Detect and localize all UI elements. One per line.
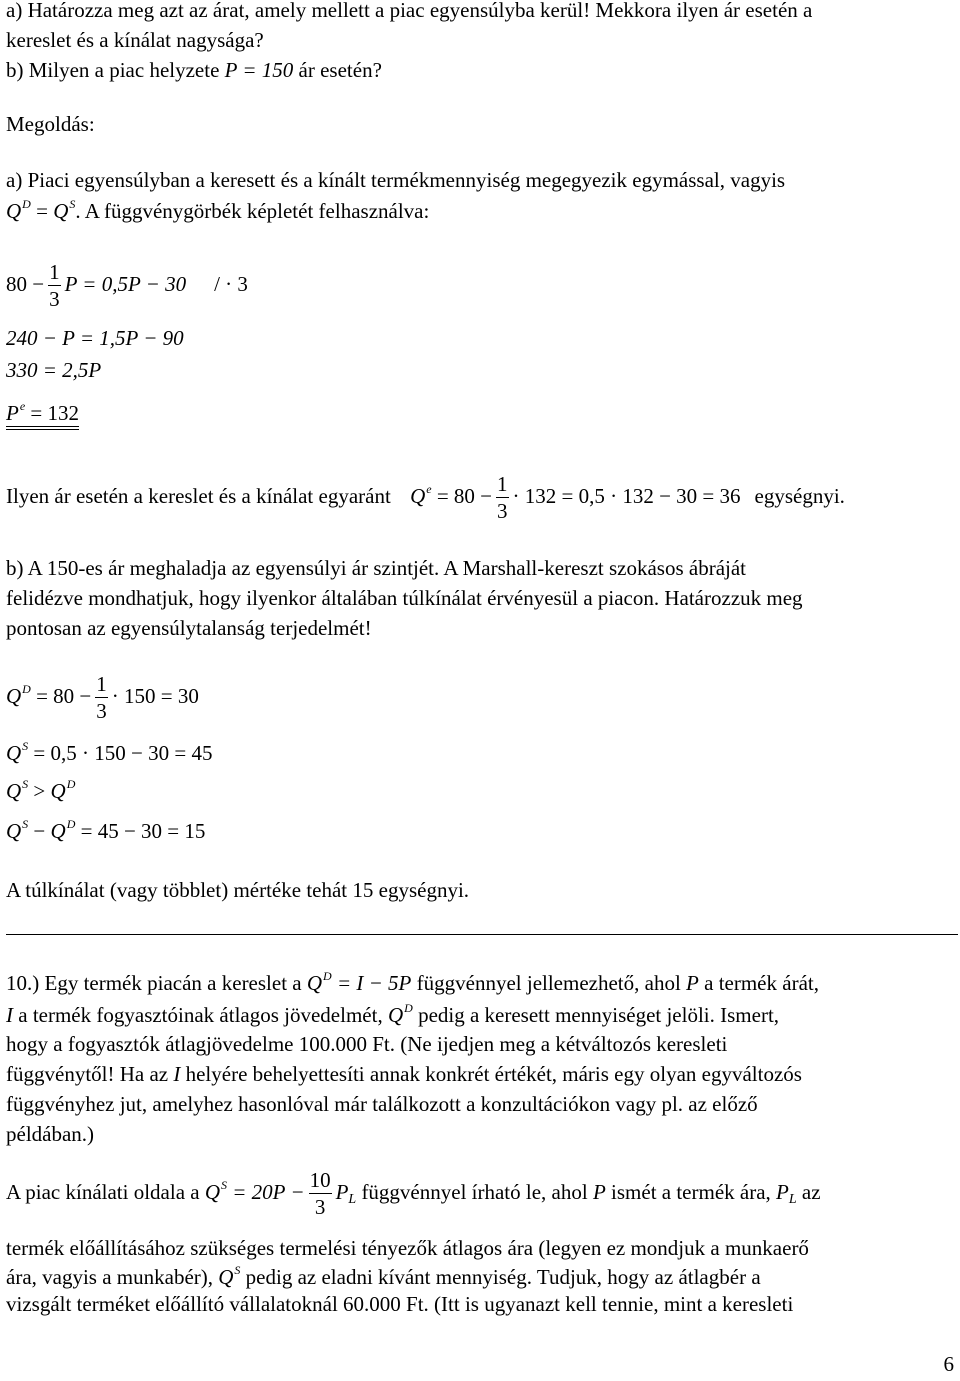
problem-statement-b: b) Milyen a piac helyzete P = 150 ár esetén? xyxy=(6,58,382,82)
equation-supply-150: $Q^S = 0,5 \cdot 150 - 30 = 45$ xyxy=(6,739,213,765)
solution-heading: Megoldás: xyxy=(6,112,95,136)
equation-equilibrium-3: 330 = 2,5P xyxy=(6,358,102,382)
problem-10-line-1: 10.) Egy termék piacán a kereslet a $Q^D = I - 5P$ függvénnyel jellemezhető, ahol P a termék árát, xyxy=(6,969,819,995)
equation-equilibrium-2: 240 − P = 1,5P − 90 xyxy=(6,326,184,350)
problem-10-supply-line-4: vizsgált terméket előállító vállalatoknál 60.000 Ft. (Itt is ugyanazt kell tennie, mint a keresleti xyxy=(6,1292,794,1316)
problem-statement-a: a) Határozza meg azt az árat, amely mellett a piac egyensúlyba kerül! Mekkora ilyen ár esetén a xyxy=(6,0,813,22)
part-b-conclusion: A túlkínálat (vagy többlet) mértéke tehát 15 egységnyi. xyxy=(6,878,470,902)
equation-equilibrium-1: 80 − $\frac{1}{3}$ P = 0,5P − 30 / · 3 xyxy=(6,260,248,311)
problem-10-line-5: függvényhez jut, amelyhez hasonlóval már találkozott a konzultációkon vagy pl. az előző xyxy=(6,1092,758,1116)
price-condition: P = 150 xyxy=(224,58,294,82)
problem-10-line-3: hogy a fogyasztók átlagjövedelme 100.000 Ft. (Ne ijedjen meg a kétváltozós keresleti xyxy=(6,1032,728,1056)
equation-surplus: $Q^S - Q^D = 45 - 30 = 15$ xyxy=(6,817,206,843)
part-a-condition: $Q^D = Q^S$. A függvénygörbék képletét felhasználva: xyxy=(6,197,430,223)
problem-10-supply-line: A piac kínálati oldala a $Q^S = 20P$ − $\frac{10}{3}$ $P_L$ függvénnyel írható le, ahol P ismét a termék ára, $P_L$ az xyxy=(6,1168,821,1219)
problem-statement-a-cont: kereslet és a kínálat nagysága? xyxy=(6,28,264,52)
equilibrium-quantity-line: Ilyen ár esetén a kereslet és a kínálat egyaránt $Q^e = 80$ − $\frac{1}{3}$ · 132 = 0,5 · 132 − 30 = 36 egységnyi. xyxy=(6,472,845,523)
part-b-text-2: felidézve mondhatjuk, hogy ilyenkor általában túlkínálat érvényesül a piacon. Határozzuk meg xyxy=(6,586,803,610)
problem-10-line-2: I a termék fogyasztóinak átlagos jövedelmét, $Q^D$ pedig a keresett mennyiséget jelöli. Ismert, xyxy=(6,1001,780,1027)
problem-10-supply-line-2: termék előállításához szükséges termelési tényezők átlagos ára (legyen ez mondjuk a munkaerő xyxy=(6,1236,809,1260)
equation-comparison: $Q^S > Q^D$ xyxy=(6,777,76,803)
equation-demand-150: $Q^D = 80$ − $\frac{1}{3}$ · 150 = 30 xyxy=(6,672,199,723)
part-a-text: a) Piaci egyensúlyban a keresett és a kínált termékmennyiség megegyezik egymással, vagyis xyxy=(6,168,786,192)
equation-equilibrium-price: $P^e = 132$ xyxy=(6,398,79,428)
problem-10-line-4: függvénytől! Ha az I helyére behelyettesíti annak konkrét értékét, máris egy olyan egyváltozós xyxy=(6,1062,802,1086)
problem-10-line-6: példában.) xyxy=(6,1122,95,1146)
problem-10-supply-line-3: ára, vagyis a munkabér), $Q^S$ pedig az eladni kívánt mennyiség. Tudjuk, hogy az átlagbér a xyxy=(6,1263,761,1289)
section-divider xyxy=(6,934,958,935)
page-number: 6 xyxy=(943,1352,954,1376)
part-b-text-1: b) A 150-es ár meghaladja az egyensúlyi ár szintjét. A Marshall-kereszt szokásos ábráját xyxy=(6,556,747,580)
part-b-text-3: pontosan az egyensúlytalanság terjedelmét! xyxy=(6,616,372,640)
